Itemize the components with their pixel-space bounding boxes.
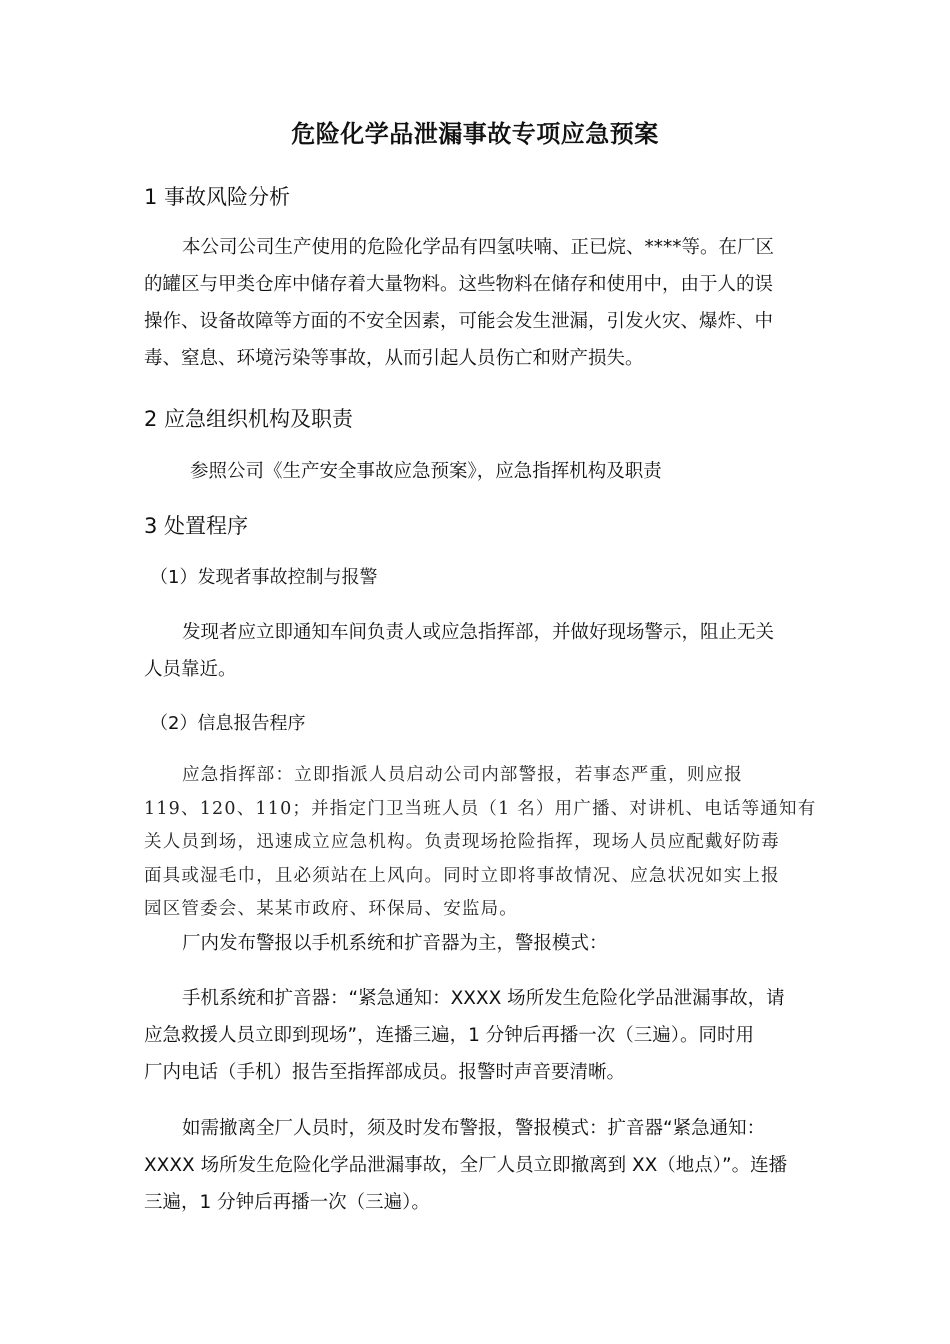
paragraph-line: 面具或湿毛巾，且必须站在上风向。同时立即将事故情况、应急状况如实上报 <box>144 865 780 886</box>
paragraph-line: 园区管委会、某某市政府、环保局、安监局。 <box>144 899 518 919</box>
paragraph-line: XXXX 场所发生危险化学品泄漏事故，全厂人员立即撤离到 XX（地点）”。连播 <box>144 1155 788 1176</box>
subsection-heading-reporting: （2）信息报告程序 <box>150 713 306 734</box>
page-title: 危险化学品泄漏事故专项应急预案 <box>291 120 659 148</box>
discoverer-paragraph <box>144 614 808 688</box>
paragraph-line: 参照公司《生产安全事故应急预案》，应急指挥机构及职责 <box>190 461 662 482</box>
paragraph-line: 人员靠近。 <box>144 659 237 680</box>
paragraph-line: 发现者应立即通知车间负责人或应急指挥部，并做好现场警示，阻止无关 <box>182 622 775 643</box>
subsection-heading-discoverer: （1）发现者事故控制与报警 <box>150 567 378 588</box>
paragraph-line: 关人员到场，迅速成立应急机构。负责现场抢险指挥，现场人员应配戴好防毒 <box>144 832 780 852</box>
paragraph-line: 的罐区与甲类仓库中储存着大量物料。这些物料在储存和使用中，由于人的误 <box>144 274 774 295</box>
paragraph-line: 毒、窒息、环境污染等事故，从而引起人员伤亡和财产损失。 <box>144 348 644 369</box>
organization-paragraph <box>190 453 854 490</box>
paragraph-line: 厂内电话（手机）报告至指挥部成员。报警时声音要清晰。 <box>144 1062 626 1083</box>
section-heading-procedure: 3 处置程序 <box>144 514 249 538</box>
paragraph-line: 119、120、110；并指定门卫当班人员（1 名）用广播、对讲机、电话等通知有 <box>144 798 817 819</box>
paragraph-line: 应急救援人员立即到现场”，连播三遍，1 分钟后再播一次（三遍）。同时用 <box>144 1025 754 1046</box>
paragraph-line: 应急指挥部：立即指派人员启动公司内部警报，若事态严重，则应报 <box>182 765 743 785</box>
paragraph-line: 厂内发布警报以手机系统和扩音器为主，警报模式： <box>182 933 608 954</box>
section-heading-organization: 2 应急组织机构及职责 <box>144 407 354 431</box>
evacuation-paragraph <box>144 1110 808 1221</box>
section-heading-risk-analysis: 1 事故风险分析 <box>144 185 291 209</box>
paragraph-line: 本公司公司生产使用的危险化学品有四氢呋喃、正已烷、****等。在厂区 <box>182 237 775 258</box>
alarm-mode-paragraph <box>144 980 808 1091</box>
paragraph-line: 如需撤离全厂人员时，须及时发布警报，警报模式：扩音器“紧急通知： <box>182 1118 766 1139</box>
paragraph-line: 手机系统和扩音器：“紧急通知：XXXX 场所发生危险化学品泄漏事故，请 <box>182 988 785 1009</box>
reporting-paragraph <box>144 759 817 927</box>
alarm-intro-paragraph <box>144 925 808 962</box>
paragraph-line: 操作、设备故障等方面的不安全因素，可能会发生泄漏，引发火灾、爆炸、中 <box>144 311 774 332</box>
risk-analysis-paragraph <box>144 229 808 377</box>
paragraph-line: 三遍，1 分钟后再播一次（三遍）。 <box>144 1192 430 1213</box>
